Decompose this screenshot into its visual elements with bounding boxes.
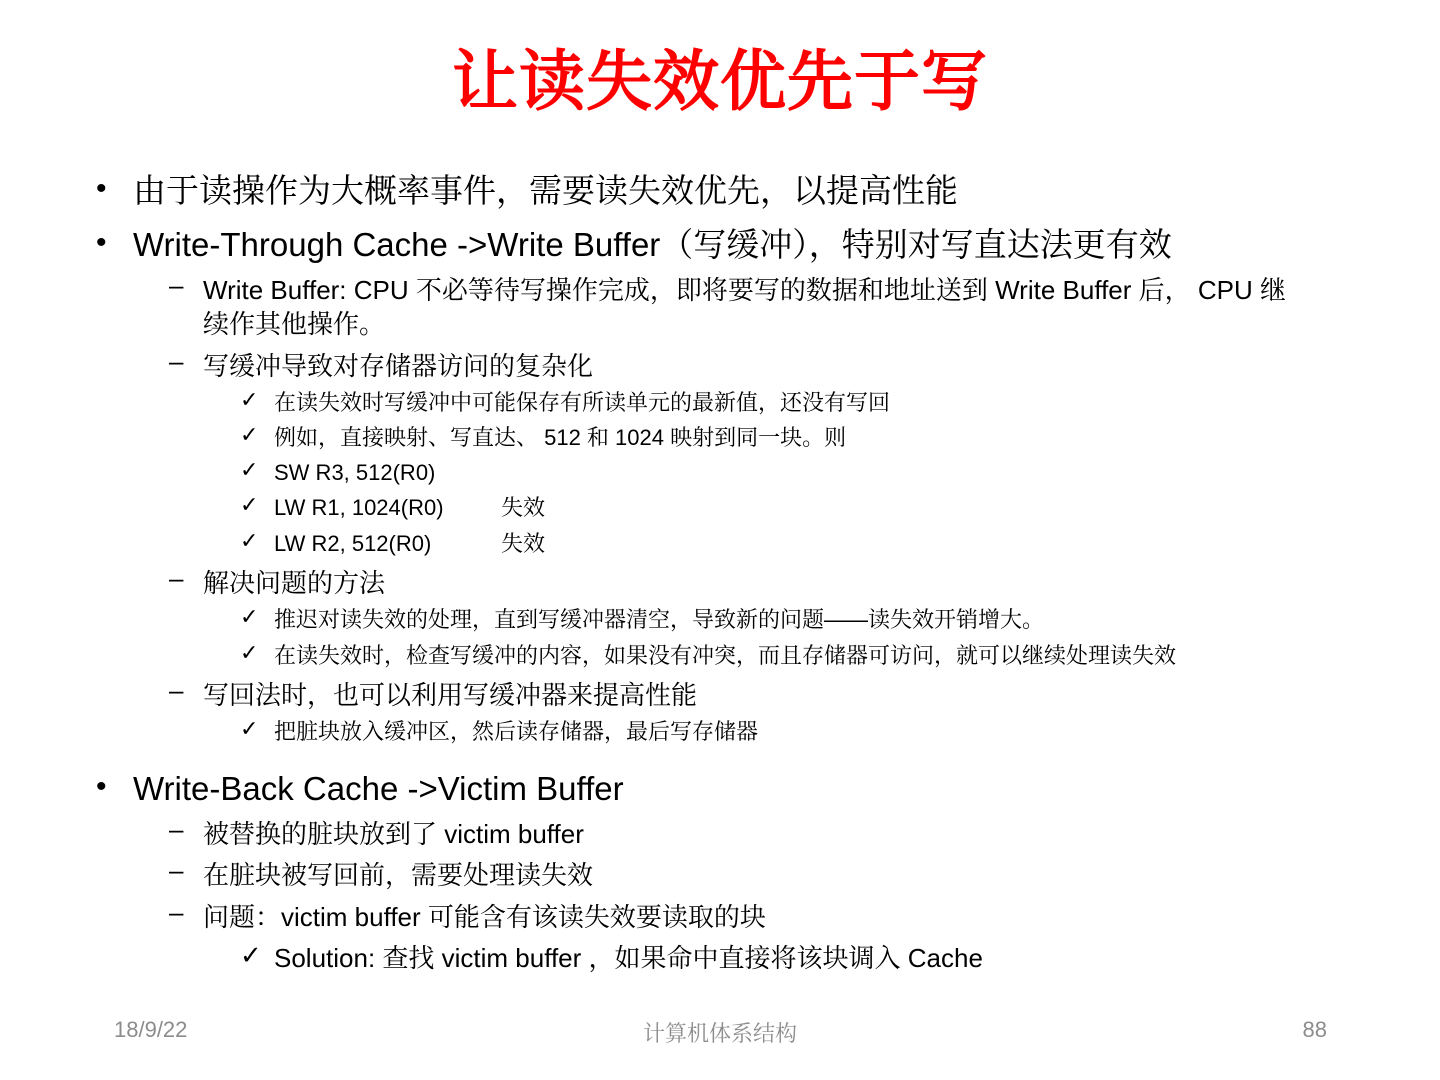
bullet-text: Write-Back Cache ->Victim Buffer: [133, 770, 624, 807]
sub-bullet-text: 解决问题的方法: [203, 568, 386, 598]
check-icon: ✓: [240, 604, 259, 629]
dash-marker: –: [169, 897, 184, 927]
check-icon: ✓: [240, 640, 259, 665]
code-line: LW R2, 512(R0): [274, 531, 432, 556]
sub-bullet-write-buffer: [169, 270, 1286, 307]
check-item: [240, 604, 1045, 634]
dash-marker: –: [169, 675, 184, 705]
dash-marker: –: [169, 814, 184, 844]
sub-bullet-write-buffer-continued: [203, 308, 385, 341]
check-item: [240, 528, 546, 558]
footer-course-title: 计算机体系结构: [642, 1021, 797, 1046]
code-line: LW R1, 1024(R0): [274, 495, 444, 520]
check-item-text: 在读失效时，检查写缓冲的内容，如果没有冲突，而且存储器可访问，就可以继续处理读失效: [274, 643, 1177, 668]
sub-bullet-text: 在脏块被写回前，需要处理读失效: [203, 860, 594, 890]
sub-bullet-text: 续作其他操作。: [203, 309, 386, 339]
check-item: [240, 422, 847, 452]
bullet-marker: •: [96, 172, 107, 205]
sub-bullet-complexity: [169, 346, 594, 383]
bullet-marker: •: [96, 770, 107, 803]
footer-date: 18/9/22: [114, 1017, 188, 1042]
check-item: [240, 457, 436, 487]
sub-bullet-text: 写回法时，也可以利用写缓冲器来提高性能: [203, 680, 698, 710]
slide-title: 让读失效优先于写: [452, 44, 988, 118]
sub-bullet-text: 被替换的脏块放到了 victim buffer: [203, 819, 584, 849]
check-icon: ✓: [240, 387, 259, 412]
check-icon: ✓: [240, 716, 259, 741]
dash-marker: –: [169, 270, 184, 300]
check-item-text: 推迟对读失效的处理，直到写缓冲器清空，导致新的问题——读失效开销增大。: [274, 607, 1045, 632]
check-item: [240, 387, 891, 417]
footer-page-number: 88: [1302, 1017, 1327, 1042]
bullet-victim-buffer: [96, 768, 624, 809]
sub-bullet-before-writeback: [169, 855, 594, 892]
sub-bullet-text: 写缓冲导致对存储器访问的复杂化: [203, 351, 594, 381]
sub-bullet-problem: [169, 897, 766, 934]
check-item-text: 在读失效时写缓冲中可能保存有所读单元的最新值，还没有写回: [274, 390, 891, 415]
sub-bullet-text: Write Buffer: CPU 不必等待写操作完成，即将要写的数据和地址送到 Write Buffer 后， CPU 继: [203, 275, 1286, 305]
code-line: SW R3, 512(R0): [274, 460, 436, 485]
dash-marker: –: [169, 855, 184, 885]
check-item-text: Solution: 查找 victim buffer ，如果命中直接将该块调入 Cache: [274, 943, 983, 973]
check-item: [240, 492, 546, 522]
check-icon: ✓: [240, 528, 259, 553]
sub-bullet-write-back: [169, 675, 698, 712]
sub-bullet-text: 问题：victim buffer 可能含有该读失效要读取的块: [203, 902, 766, 932]
dash-marker: –: [169, 346, 184, 376]
check-item: [240, 640, 1177, 670]
bullet-text: 由于读操作为大概率事件，需要读失效优先，以提高性能: [133, 172, 958, 209]
miss-note: 失效: [501, 531, 546, 556]
check-icon: ✓: [240, 940, 262, 970]
check-item-text: 把脏块放入缓冲区，然后读存储器，最后写存储器: [274, 719, 759, 744]
check-icon: ✓: [240, 492, 259, 517]
bullet-write-through: [96, 224, 1172, 265]
check-icon: ✓: [240, 457, 259, 482]
sub-bullet-dirty-block: [169, 814, 584, 851]
miss-note: 失效: [501, 495, 546, 520]
check-icon: ✓: [240, 422, 259, 447]
bullet-read-priority: [96, 170, 958, 211]
bullet-marker: •: [96, 226, 107, 259]
check-item-text: 例如，直接映射、写直达、 512 和 1024 映射到同一块。则: [274, 425, 847, 450]
bullet-text: Write-Through Cache ->Write Buffer（写缓冲），特别对写直达法更有效: [133, 226, 1172, 263]
sub-bullet-solution-methods: [169, 563, 386, 600]
check-item: [240, 940, 983, 975]
check-item: [240, 716, 759, 746]
dash-marker: –: [169, 563, 184, 593]
